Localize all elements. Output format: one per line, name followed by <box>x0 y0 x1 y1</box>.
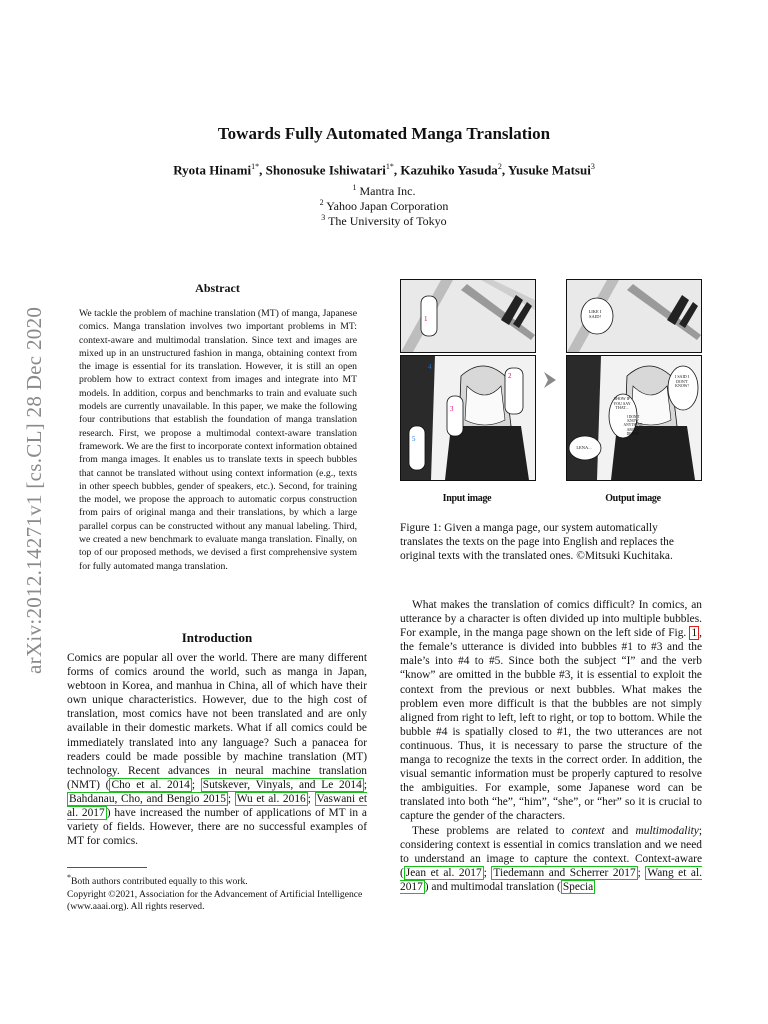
arrow-right-icon <box>540 369 562 391</box>
citation-link[interactable]: Tiedemann and Scherrer 2017 <box>493 866 636 879</box>
citation-link[interactable]: Specia <box>562 880 594 893</box>
translated-bubble: LENA... <box>576 445 592 450</box>
author-affiliation-mark: 1* <box>385 162 394 171</box>
citation-link[interactable]: Sutskever, Vinyals, and Le 2014 <box>202 778 362 791</box>
author-affiliation-mark: 3 <box>590 162 595 171</box>
author-affiliation-mark: 2 <box>497 162 502 171</box>
affiliation-line: $^1$ Mantra Inc. <box>352 183 416 198</box>
input-image-label: Input image <box>442 493 492 504</box>
affiliation-line: $^3$ The University of Tokyo <box>321 213 447 228</box>
abstract-heading: Abstract <box>195 281 240 295</box>
arxiv-identifier-stamp: arXiv:2012.14271v1 [cs.CL] 28 Dec 2020 <box>22 306 46 674</box>
equal-contribution-footnote: *Both authors contributed equally to this work. <box>67 873 248 888</box>
citation-link[interactable]: Vaswani et al. 2017 <box>67 792 367 820</box>
figure-caption: Figure 1: Given a manga page, our system automatically translates the texts on the page into English and replaces the original texts with the translated ones. ©Mitsuki Kuchitaka. <box>400 522 674 563</box>
affiliation-line: $^2$ Yahoo Japan Corporation <box>319 198 449 213</box>
output-image-label: Output image <box>605 493 661 504</box>
manga-panel-art <box>401 280 535 352</box>
bubble-marker: 1 <box>424 315 428 323</box>
right-column-text <box>400 598 702 894</box>
author-list: Ryota Hinami$^{1*}$, Shonosuke Ishiwatari$^{1*}$, Kazuhiko Yasuda$^2$, Yusuke Matsui$^3$ <box>173 162 595 178</box>
manga-figure <box>400 279 689 509</box>
footnote-rule <box>67 867 147 868</box>
abstract-text: We tackle the problem of machine translation (MT) of manga, Japanese comics. Manga translation involves two important problems in MT: context-aware and multimodal translation. Since text and images are mixed up in an unstructured fashion in manga, obtaining context from the image is essential for its translation. However, it is still an open problem how to extract context from images and integrate into MT models. In addition, corpus and benchmarks to train and evaluate such models are currently unavailable. In this paper, we make the following four contributions that establish the foundation of manga translation research. First, we propose a multimodal context-aware translation framework. We are the first to incorporate context information obtained from manga images. It enables us to translate texts in speech bubbles that cannot be translated without using context information (e.g., texts in other speech bubbles, gender of speakers, etc.). Second, for training the model, we propose the approach to automatic corpus construction from pairs of original manga and their translations, by which a large parallel corpus can be constructed without any manual labeling. Third, we created a new benchmark to evaluate manga translation. Finally, on top of our proposed methods, we devised a first comprehensive system for fully automated manga translation. <box>79 308 357 572</box>
author-name: Yusuke Matsui <box>507 162 591 178</box>
footnotes <box>67 872 367 913</box>
input-panel-bottom <box>400 355 536 481</box>
bubble-marker: 3 <box>450 405 454 413</box>
translated-bubble: I SAID I DON'T KNOW! <box>675 374 689 389</box>
paper-title: Towards Fully Automated Manga Translation <box>217 124 551 143</box>
author-name: Ryota Hinami <box>173 162 252 178</box>
citation-link[interactable]: Wu et al. 2016 <box>236 792 306 805</box>
input-panel-top <box>400 279 536 353</box>
author-name: Shonosuke Ishiwatari <box>265 162 386 178</box>
citation-link[interactable]: Jean et al. 2017 <box>405 866 482 879</box>
bubble-marker: 2 <box>508 372 512 380</box>
manga-panel-art <box>401 356 535 480</box>
bubble-marker: 4 <box>428 363 432 371</box>
introduction-heading: Introduction <box>181 630 253 645</box>
citation-link[interactable]: Bahdanau, Cho, and Bengio 2015 <box>69 792 226 805</box>
author-affiliation-mark: 1* <box>251 162 260 171</box>
translated-bubble: I DON'T KNOW ANYTHING ABOUT DEATH. <box>623 415 643 436</box>
citation-link[interactable]: Wang et al. 2017 <box>400 866 702 893</box>
author-name: Kazuhiko Yasuda <box>400 162 498 178</box>
translated-bubble: SHOW IF YOU SAY THAT... <box>613 396 631 411</box>
figure-reference-link[interactable]: 1 <box>691 627 698 640</box>
citation-link[interactable]: Cho et al. 2014 <box>111 778 190 791</box>
introduction-paragraph: Comics are popular all over the world. There are many different forms of comics around the world, such as manga in Japan, webtoon in Korea, and manhua in China, all of which have their own unique characteristics. However, due to the high cost of translation, most comics have not been translated and are only available in their domestic markets. What if all comics could be immediately translated into any language? Such a panacea for readers could be made possible by machine translation (MT) technology. Recent advances in neural machine translation (NMT) ( Cho et al. 2014 ; Sutskever, Vinyals, and Le 2014 ; Bahdanau, Cho, and Bengio 2015 ; Wu et al. 2016 ; Vaswani et al. 2017 ) have increased the number of applications of MT in a variety of fields. However, there are no successful examples of MT for comics. <box>67 652 367 848</box>
bubble-marker: 5 <box>412 435 416 443</box>
paragraph: What makes the translation of comics difficult? In comics, an utterance by a character is often divided up into multiple bubbles. For example, in the manga page shown on the left side of Fig. 1 , the female’s utterance is divided into bubbles #1 to #3 and the male’s into #4 to #5. Since both the subject “I” and the verb “know” are omitted in the bubble #3, it is essential to exploit the context from the previous or next bubbles. What makes the problem even more difficult is that the bubbles are not simply aligned from right to left, left to right, or top to bottom. While the bubble #4 is spatially closed to #1, the two utterances are not continuous. Thus, it is necessary to parse the structure of the manga to recognize the texts in the correct order. In addition, the visual semantic information must be properly captured to resolve the ambiguities. For example, some Japanese word can be translated into both “he”, “him”, “she”, or “her” so it is crucial to capture the gender of the characters. <box>400 599 702 823</box>
copyright-notice: Copyright ©2021, Association for the Advancement of Artificial Intelligence (www.aaai.org). All rights reserved. <box>67 888 363 912</box>
paragraph: These problems are related to context and multimodality; considering context is essential in comics translation and we need to understand an image to capture the context. Context-aware ( Jean et al. 2017 ; Tiedemann and Scherrer 2017 ; Wang et al. 2017 ) and multimodal translation ( Specia <box>400 824 702 893</box>
translated-bubble: LIKE I SAID! <box>588 309 602 319</box>
